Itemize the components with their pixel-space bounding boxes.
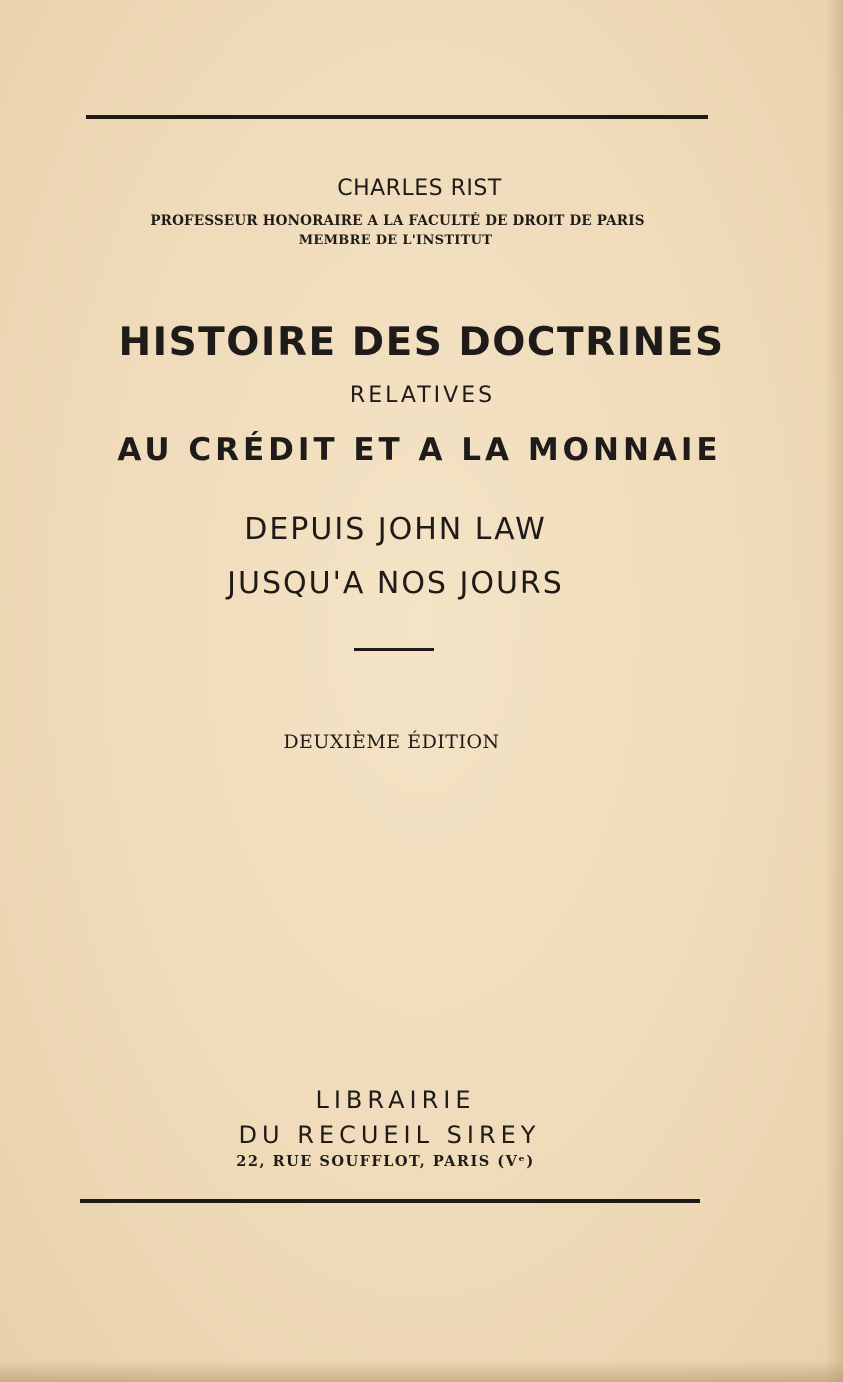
publisher-address: 22, RUE SOUFFLOT, PARIS (Vᵉ) xyxy=(236,1153,535,1170)
paper-bottom-shading xyxy=(0,1360,843,1382)
book-title-line2: AU CRÉDIT ET A LA MONNAIE xyxy=(117,432,722,468)
publisher-line2: DU RECUEIL SIREY xyxy=(238,1121,541,1149)
publisher-line1: LIBRAIRIE xyxy=(315,1086,476,1114)
book-subtitle-line2: JUSQU'A NOS JOURS xyxy=(227,566,564,601)
edition-label: DEUXIÈME ÉDITION xyxy=(283,731,500,753)
book-title-line1: HISTOIRE DES DOCTRINES xyxy=(118,320,725,365)
author-affiliation-line2: MEMBRE DE L'INSTITUT xyxy=(298,233,493,248)
author-affiliation-line1: PROFESSEUR HONORAIRE A LA FACULTÉ DE DROIT DE PARIS xyxy=(150,213,645,229)
paper-edge-shading xyxy=(825,0,843,1382)
top-rule xyxy=(86,115,708,119)
author-name: CHARLES RIST xyxy=(337,176,502,201)
book-subtitle-line1: DEPUIS JOHN LAW xyxy=(244,512,547,547)
middle-rule xyxy=(354,648,434,651)
bottom-rule xyxy=(80,1199,700,1203)
book-title-connector: RELATIVES xyxy=(349,383,496,408)
